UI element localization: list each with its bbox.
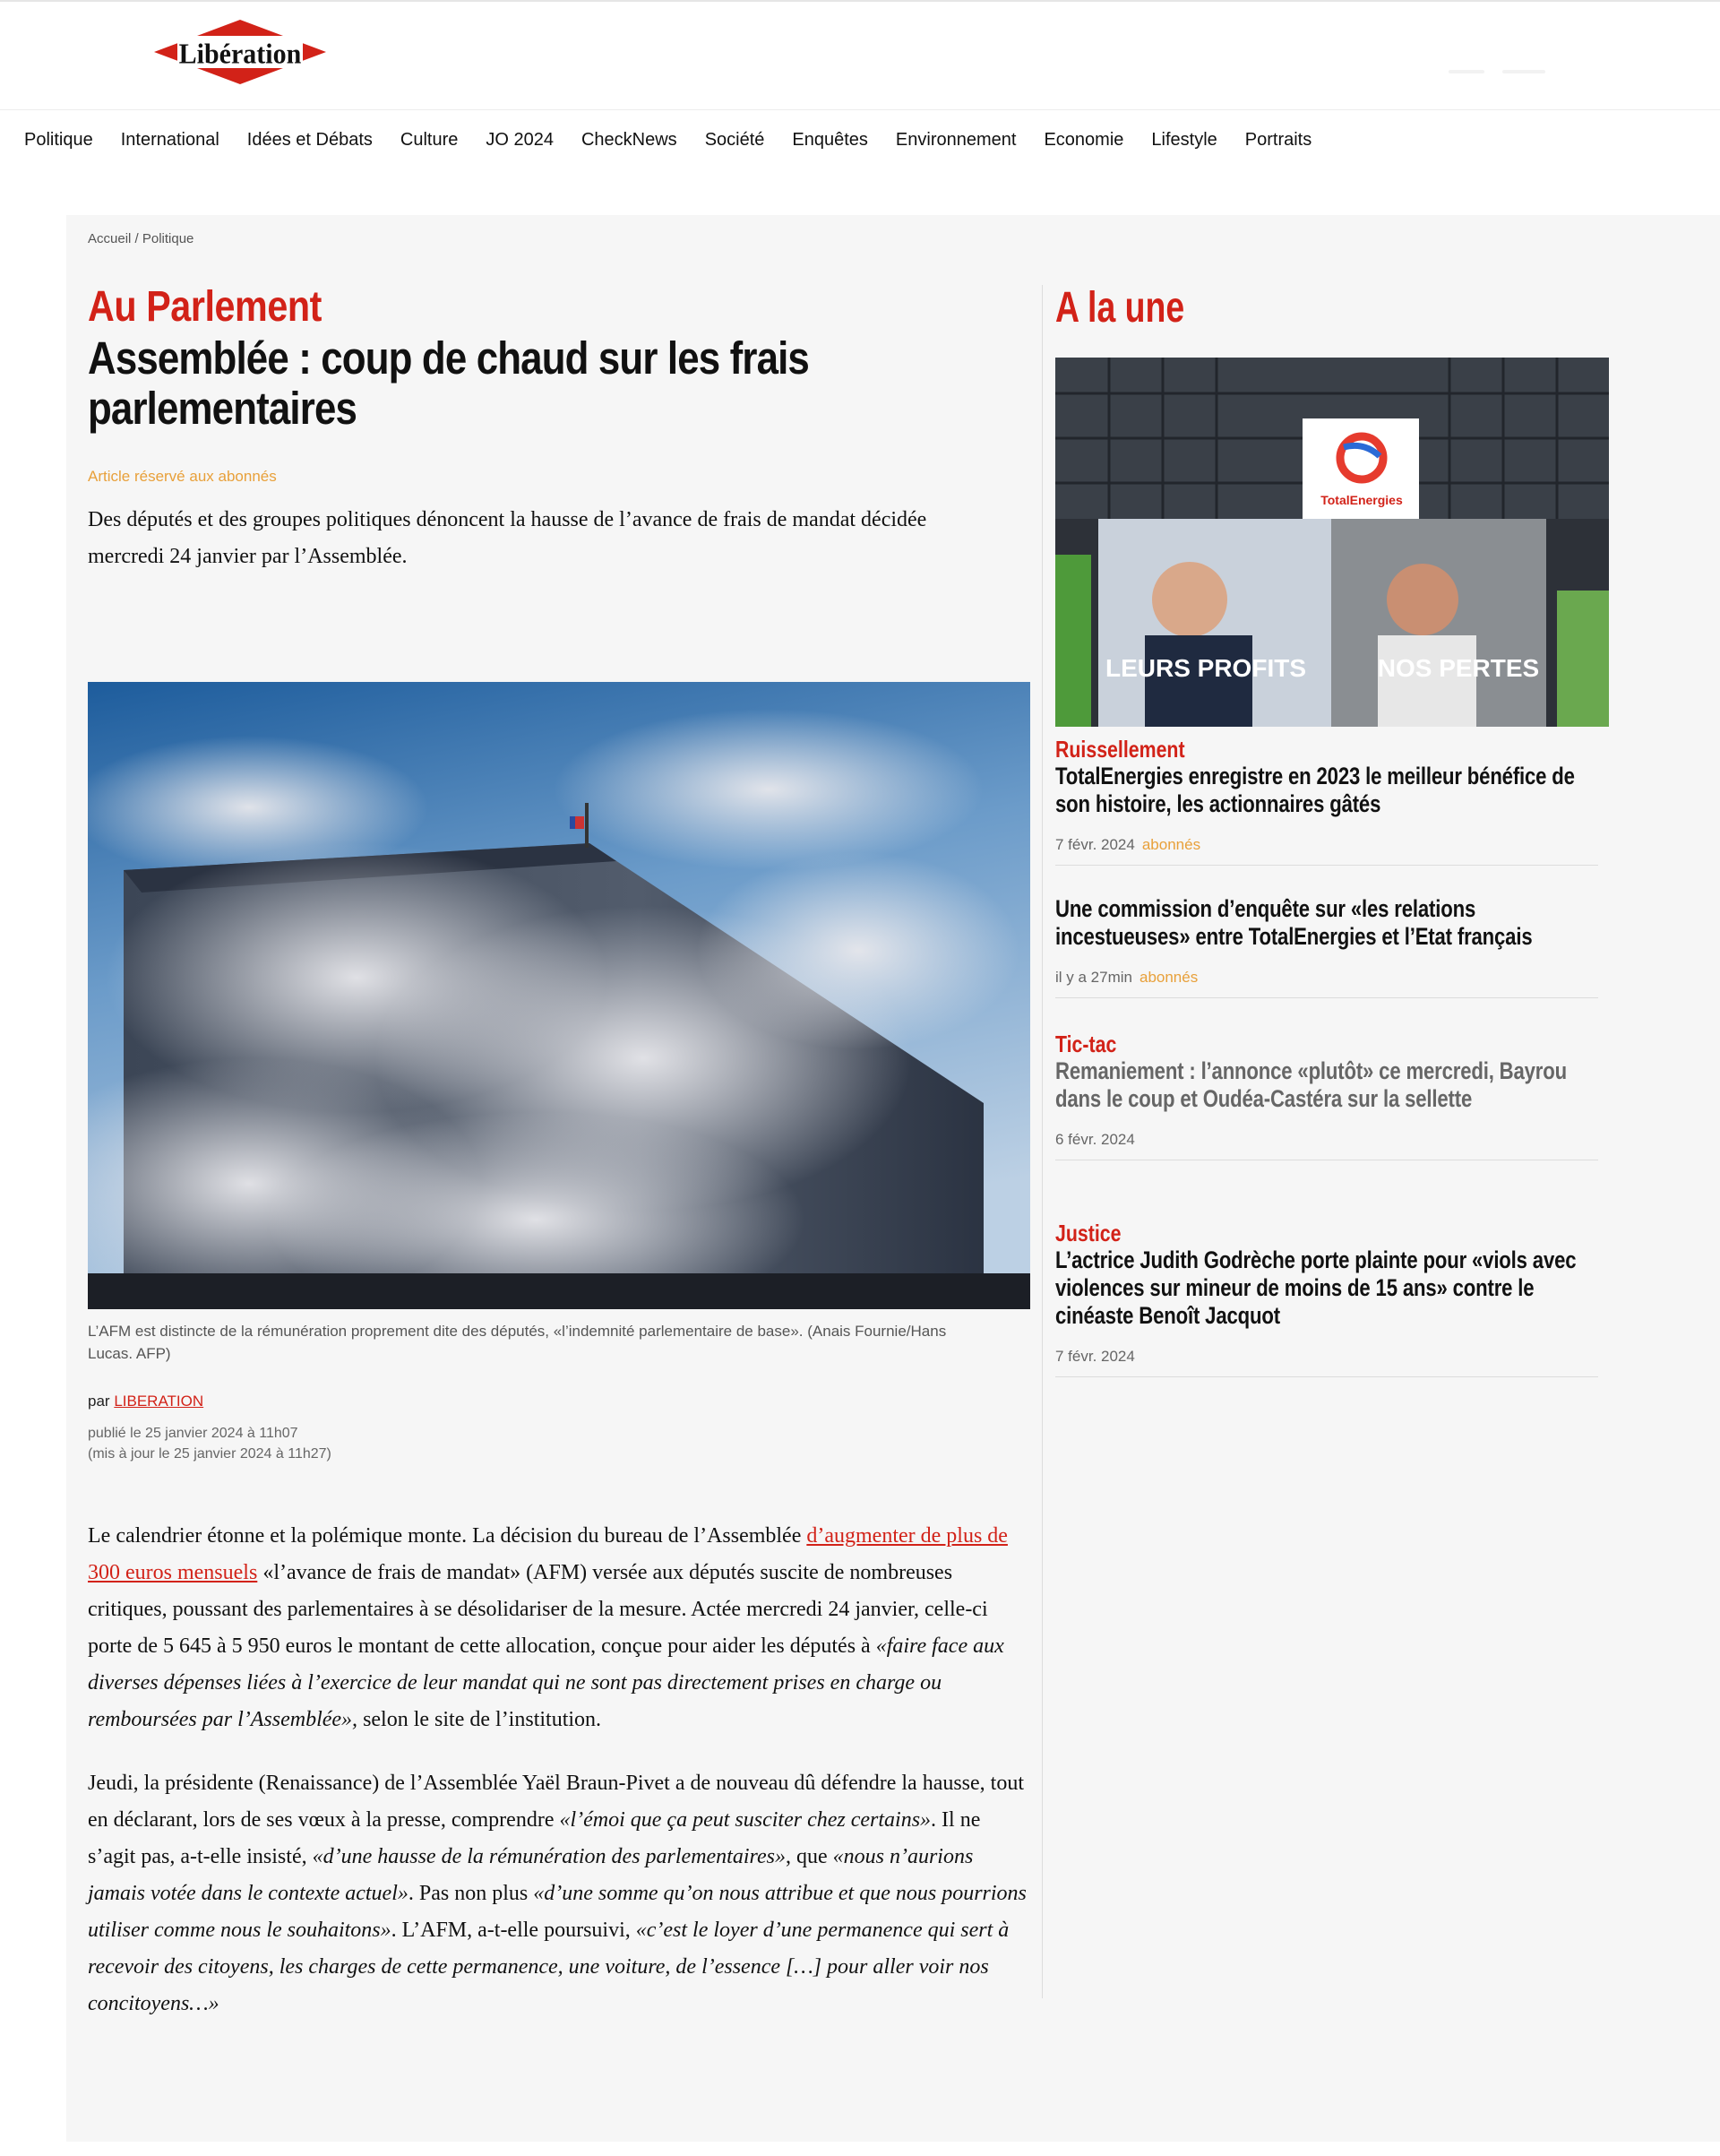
sidebar-article-kicker: Ruissellement: [1055, 736, 1185, 763]
nav-item[interactable]: Portraits: [1244, 129, 1312, 150]
updated-date: (mis à jour le 25 janvier 2024 à 11h27): [88, 1446, 331, 1462]
sidebar-article-date: 7 févr. 2024: [1055, 836, 1135, 853]
nav-item[interactable]: Lifestyle: [1151, 129, 1217, 150]
sidebar-featured-image[interactable]: [1055, 358, 1609, 727]
text-run: Le calendrier étonne et la polémique monte. La décision du bureau de l’Assemblée: [88, 1524, 807, 1548]
nav-item[interactable]: Culture: [400, 129, 459, 150]
header-control[interactable]: [1502, 70, 1545, 73]
text-run: selon le site de l’institution.: [357, 1708, 602, 1731]
nav-item[interactable]: Politique: [24, 129, 93, 150]
article-headline: [88, 333, 1012, 434]
sidebar-article-headline[interactable]: TotalEnergies enregistre en 2023 le meilleur bénéfice de son histoire, les actionnaires gâtés: [1055, 763, 1575, 817]
sidebar-a-la-une: [1055, 283, 1611, 1365]
inline-link[interactable]: d’augmenter de plus de 300 euros mensuels: [88, 1524, 1008, 1584]
sidebar-article[interactable]: [1055, 895, 1598, 998]
main-nav: [0, 111, 1720, 168]
subscriber-badge: abonnés: [1141, 836, 1201, 853]
subscriber-tag: Article réservé aux abonnés: [88, 468, 277, 485]
nav-item[interactable]: Economie: [1044, 129, 1124, 150]
brand-text: TotalEnergies: [1320, 493, 1403, 507]
article-kicker: Au Parlement: [88, 283, 322, 331]
sidebar-article-kicker: Justice: [1055, 1220, 1122, 1246]
sidebar-article[interactable]: [1055, 736, 1598, 866]
sidebar-article-headline[interactable]: Une commission d’enquête sur «les relations incestueuses» entre TotalEnergies et l’Etat français: [1055, 895, 1533, 950]
sidebar-article-headline[interactable]: Remaniement : l’annonce «plutôt» ce mercredi, Bayrou dans le coup et Oudéa-Castéra sur la sellette: [1055, 1057, 1567, 1112]
site-header: [0, 0, 1720, 110]
top-border: [0, 0, 1720, 2]
column-divider: [1042, 285, 1043, 1998]
headline-line-2: parlementaires: [88, 383, 357, 434]
banner-right-text: NOS PERTES: [1377, 654, 1540, 682]
nav-item[interactable]: Idées et Débats: [246, 129, 373, 150]
headline-line-1: Assemblée : coup de chaud sur les frais: [88, 332, 809, 384]
quote: «d’une hausse de la rémunération des parlementaires»: [312, 1845, 786, 1868]
banner-left-text: LEURS PROFITS: [1105, 654, 1307, 682]
nav-item[interactable]: Environnement: [895, 129, 1017, 150]
quote: «faire face aux diverses dépenses liées à l’exercice de leur mandat qui ne sont pas directement prises en charge ou remboursées par l’Assemblée»,: [88, 1634, 1004, 1731]
article-dates: [88, 1423, 331, 1464]
sidebar-article-date: 6 févr. 2024: [1055, 1131, 1135, 1148]
text-run: . Pas non plus: [408, 1882, 534, 1905]
quote: «c’est le loyer d’une permanence qui sert à recevoir des citoyens, les charges de cette permanence, une voiture, de l’essence […] pour aller voir nos concitoyens…»: [88, 1919, 1010, 2015]
nav-item[interactable]: Société: [704, 129, 765, 150]
article: [88, 283, 1030, 2015]
liberation-logo[interactable]: [150, 16, 330, 88]
byline: [88, 1393, 203, 1410]
article-lead: Des députés et des groupes politiques dénoncent la hausse de l’avance de frais de mandat décidée mercredi 24 janvier par l’Assemblée.: [88, 508, 927, 568]
nav-item[interactable]: JO 2024: [486, 129, 554, 150]
logo-text: Libération: [178, 38, 302, 70]
text-run: Jeudi, la présidente (Renaissance) de l’Assemblée Yaël Braun-Pivet a de nouveau dû défendre la hausse, tout en déclarant, lors de ses vœux à la presse, comprendre: [88, 1772, 1025, 1832]
sidebar-article-meta: [1055, 1131, 1598, 1160]
quote: «nous n’aurions jamais votée dans le contexte actuel»: [88, 1845, 974, 1905]
nav-item[interactable]: Enquêtes: [792, 129, 868, 150]
text-run: , que: [785, 1845, 833, 1868]
sidebar-article-meta: [1055, 969, 1598, 997]
page-container: [66, 215, 1720, 2142]
paragraph: [88, 1518, 1030, 1738]
breadcrumb[interactable]: Accueil / Politique: [88, 231, 194, 246]
nav-item[interactable]: CheckNews: [580, 129, 677, 150]
quote: «d’une somme qu’on nous attribue et que nous pourrions utiliser comme nous le souhaitons»: [88, 1882, 1027, 1942]
text-run: «l’avance de frais de mandat» (AFM) versée aux députés suscite de nombreuses critiques, poussant des parlementaires à se désolidariser de la mesure. Actée mercredi 24 janvier, celle-ci porte de 5 645 à 5 950 euros le montant de cette allocation, conçue pour aider les députés à: [88, 1561, 988, 1658]
sidebar-article-meta: [1055, 1348, 1598, 1376]
text-run: . L’AFM, a-t-elle poursuivi,: [391, 1919, 636, 1942]
header-control[interactable]: [1449, 70, 1484, 73]
image-caption: L’AFM est distincte de la rémunération proprement dite des députés, «l’indemnité parlementaire de base». (Anais Fournie/Hans Lucas. AFP): [88, 1323, 947, 1362]
subscriber-badge: abonnés: [1139, 969, 1199, 986]
sidebar-article-meta: [1055, 836, 1598, 865]
byline-prefix: par: [88, 1393, 110, 1410]
hero-image[interactable]: [88, 682, 1030, 1309]
quote: «l’émoi que ça peut susciter chez certains»: [559, 1808, 932, 1832]
text-run: . Il ne s’agit pas, a-t-elle insisté,: [88, 1808, 981, 1868]
sidebar-article-kicker: Tic-tac: [1055, 1031, 1117, 1057]
published-date: publié le 25 janvier 2024 à 11h07: [88, 1426, 298, 1441]
sidebar-article[interactable]: [1055, 1220, 1598, 1377]
article-body: [88, 1518, 1030, 2049]
sidebar-article-headline[interactable]: L’actrice Judith Godrèche porte plainte pour «viols avec violences sur mineur de moins de 15 ans» contre le cinéaste Benoît Jacquot: [1055, 1246, 1577, 1329]
sidebar-article[interactable]: [1055, 1031, 1598, 1160]
sidebar-title: A la une: [1055, 284, 1185, 332]
author-link[interactable]: LIBERATION: [114, 1393, 204, 1410]
nav-item[interactable]: International: [120, 129, 219, 150]
sidebar-article-date: il y a 27min: [1055, 969, 1132, 986]
paragraph: [88, 1765, 1030, 2022]
sidebar-article-date: 7 févr. 2024: [1055, 1348, 1135, 1365]
